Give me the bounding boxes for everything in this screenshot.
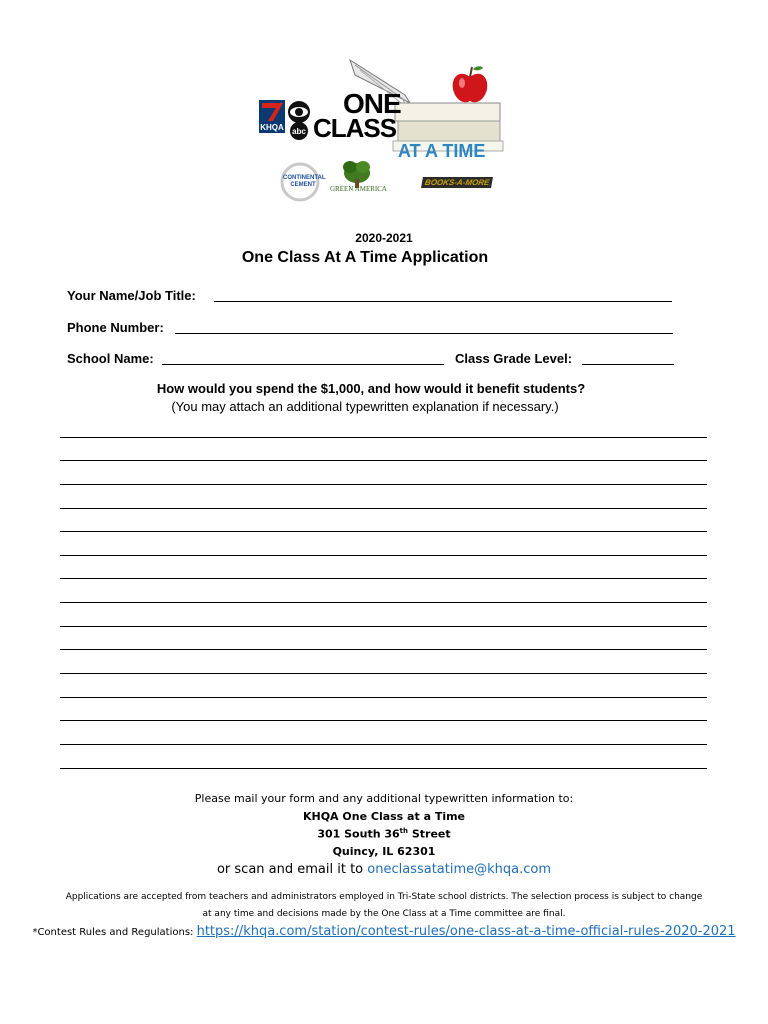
answer-line[interactable]	[60, 555, 707, 556]
rules-line: *Contest Rules and Regulations: https://khqa.com/station/contest-rules/one-class-at-a-time-official-rules-2020-2021	[32, 924, 736, 939]
logo-text-class: CLASS	[313, 113, 397, 143]
question-note: (You may attach an additional typewritten explanation if necessary.)	[171, 399, 559, 414]
mail-city: Quincy, IL 62301	[332, 845, 436, 858]
answer-line[interactable]	[60, 768, 707, 769]
abc-icon	[290, 122, 308, 140]
answer-line[interactable]	[60, 578, 707, 579]
year-label: 2020-2021	[355, 231, 413, 245]
name-field[interactable]	[214, 301, 672, 302]
phone-label: Phone Number:	[67, 320, 164, 335]
answer-line[interactable]	[60, 673, 707, 674]
cbs-eye-icon	[288, 101, 310, 123]
page-title: One Class At A Time Application	[241, 249, 489, 266]
answer-line[interactable]	[60, 508, 707, 509]
answer-line[interactable]	[60, 649, 707, 650]
grade-label: Class Grade Level:	[455, 351, 573, 366]
rules-link[interactable]: https://khqa.com/station/contest-rules/one-class-at-a-time-official-rules-2020-2021	[196, 924, 736, 939]
question-main: How would you spend the $1,000, and how would it benefit students?	[156, 381, 586, 396]
sponsor-books-a-more: BOOKS-A-MORE	[421, 177, 493, 188]
mail-intro: Please mail your form and any additional typewritten information to:	[194, 792, 574, 805]
answer-line[interactable]	[60, 437, 707, 438]
answer-line[interactable]	[60, 697, 707, 698]
email-link[interactable]: oneclassatatime@khqa.com	[367, 862, 552, 877]
phone-field[interactable]	[175, 333, 673, 334]
logo-text-at-a-time: AT A TIME	[398, 141, 486, 161]
answer-line[interactable]	[60, 744, 707, 745]
mail-street: 301 South 36th Street	[317, 827, 451, 841]
school-label: School Name:	[67, 351, 154, 366]
email-line: or scan and email it to oneclassatatime@khqa.com	[216, 862, 552, 877]
name-label: Your Name/Job Title:	[67, 288, 196, 303]
answer-line[interactable]	[60, 626, 707, 627]
answer-line[interactable]	[60, 720, 707, 721]
sponsor-green-america: GREEN AMERICA	[330, 185, 387, 193]
grade-field[interactable]	[582, 364, 674, 365]
tree-icon	[343, 161, 370, 188]
logo-text-one: ONE	[343, 88, 401, 119]
channel-7-icon	[259, 100, 285, 122]
mail-org: KHQA One Class at a Time	[302, 810, 466, 823]
answer-line[interactable]	[60, 484, 707, 485]
school-field[interactable]	[162, 364, 444, 365]
answer-line[interactable]	[60, 531, 707, 532]
answer-line[interactable]	[60, 602, 707, 603]
answer-line[interactable]	[60, 460, 707, 461]
khqa-logo: KHQA	[260, 123, 284, 132]
svg-text:abc: abc	[292, 127, 306, 136]
disclaimer: Applications are accepted from teachers and administrators employed in Tri-State school districts. The selection process is subject to change at any time and decisions made by the One Class at a Time committee are final.	[65, 892, 703, 919]
sponsor-continental-cement: CONTINENTAL CEMENT	[283, 175, 326, 188]
apple-icon	[453, 66, 488, 102]
